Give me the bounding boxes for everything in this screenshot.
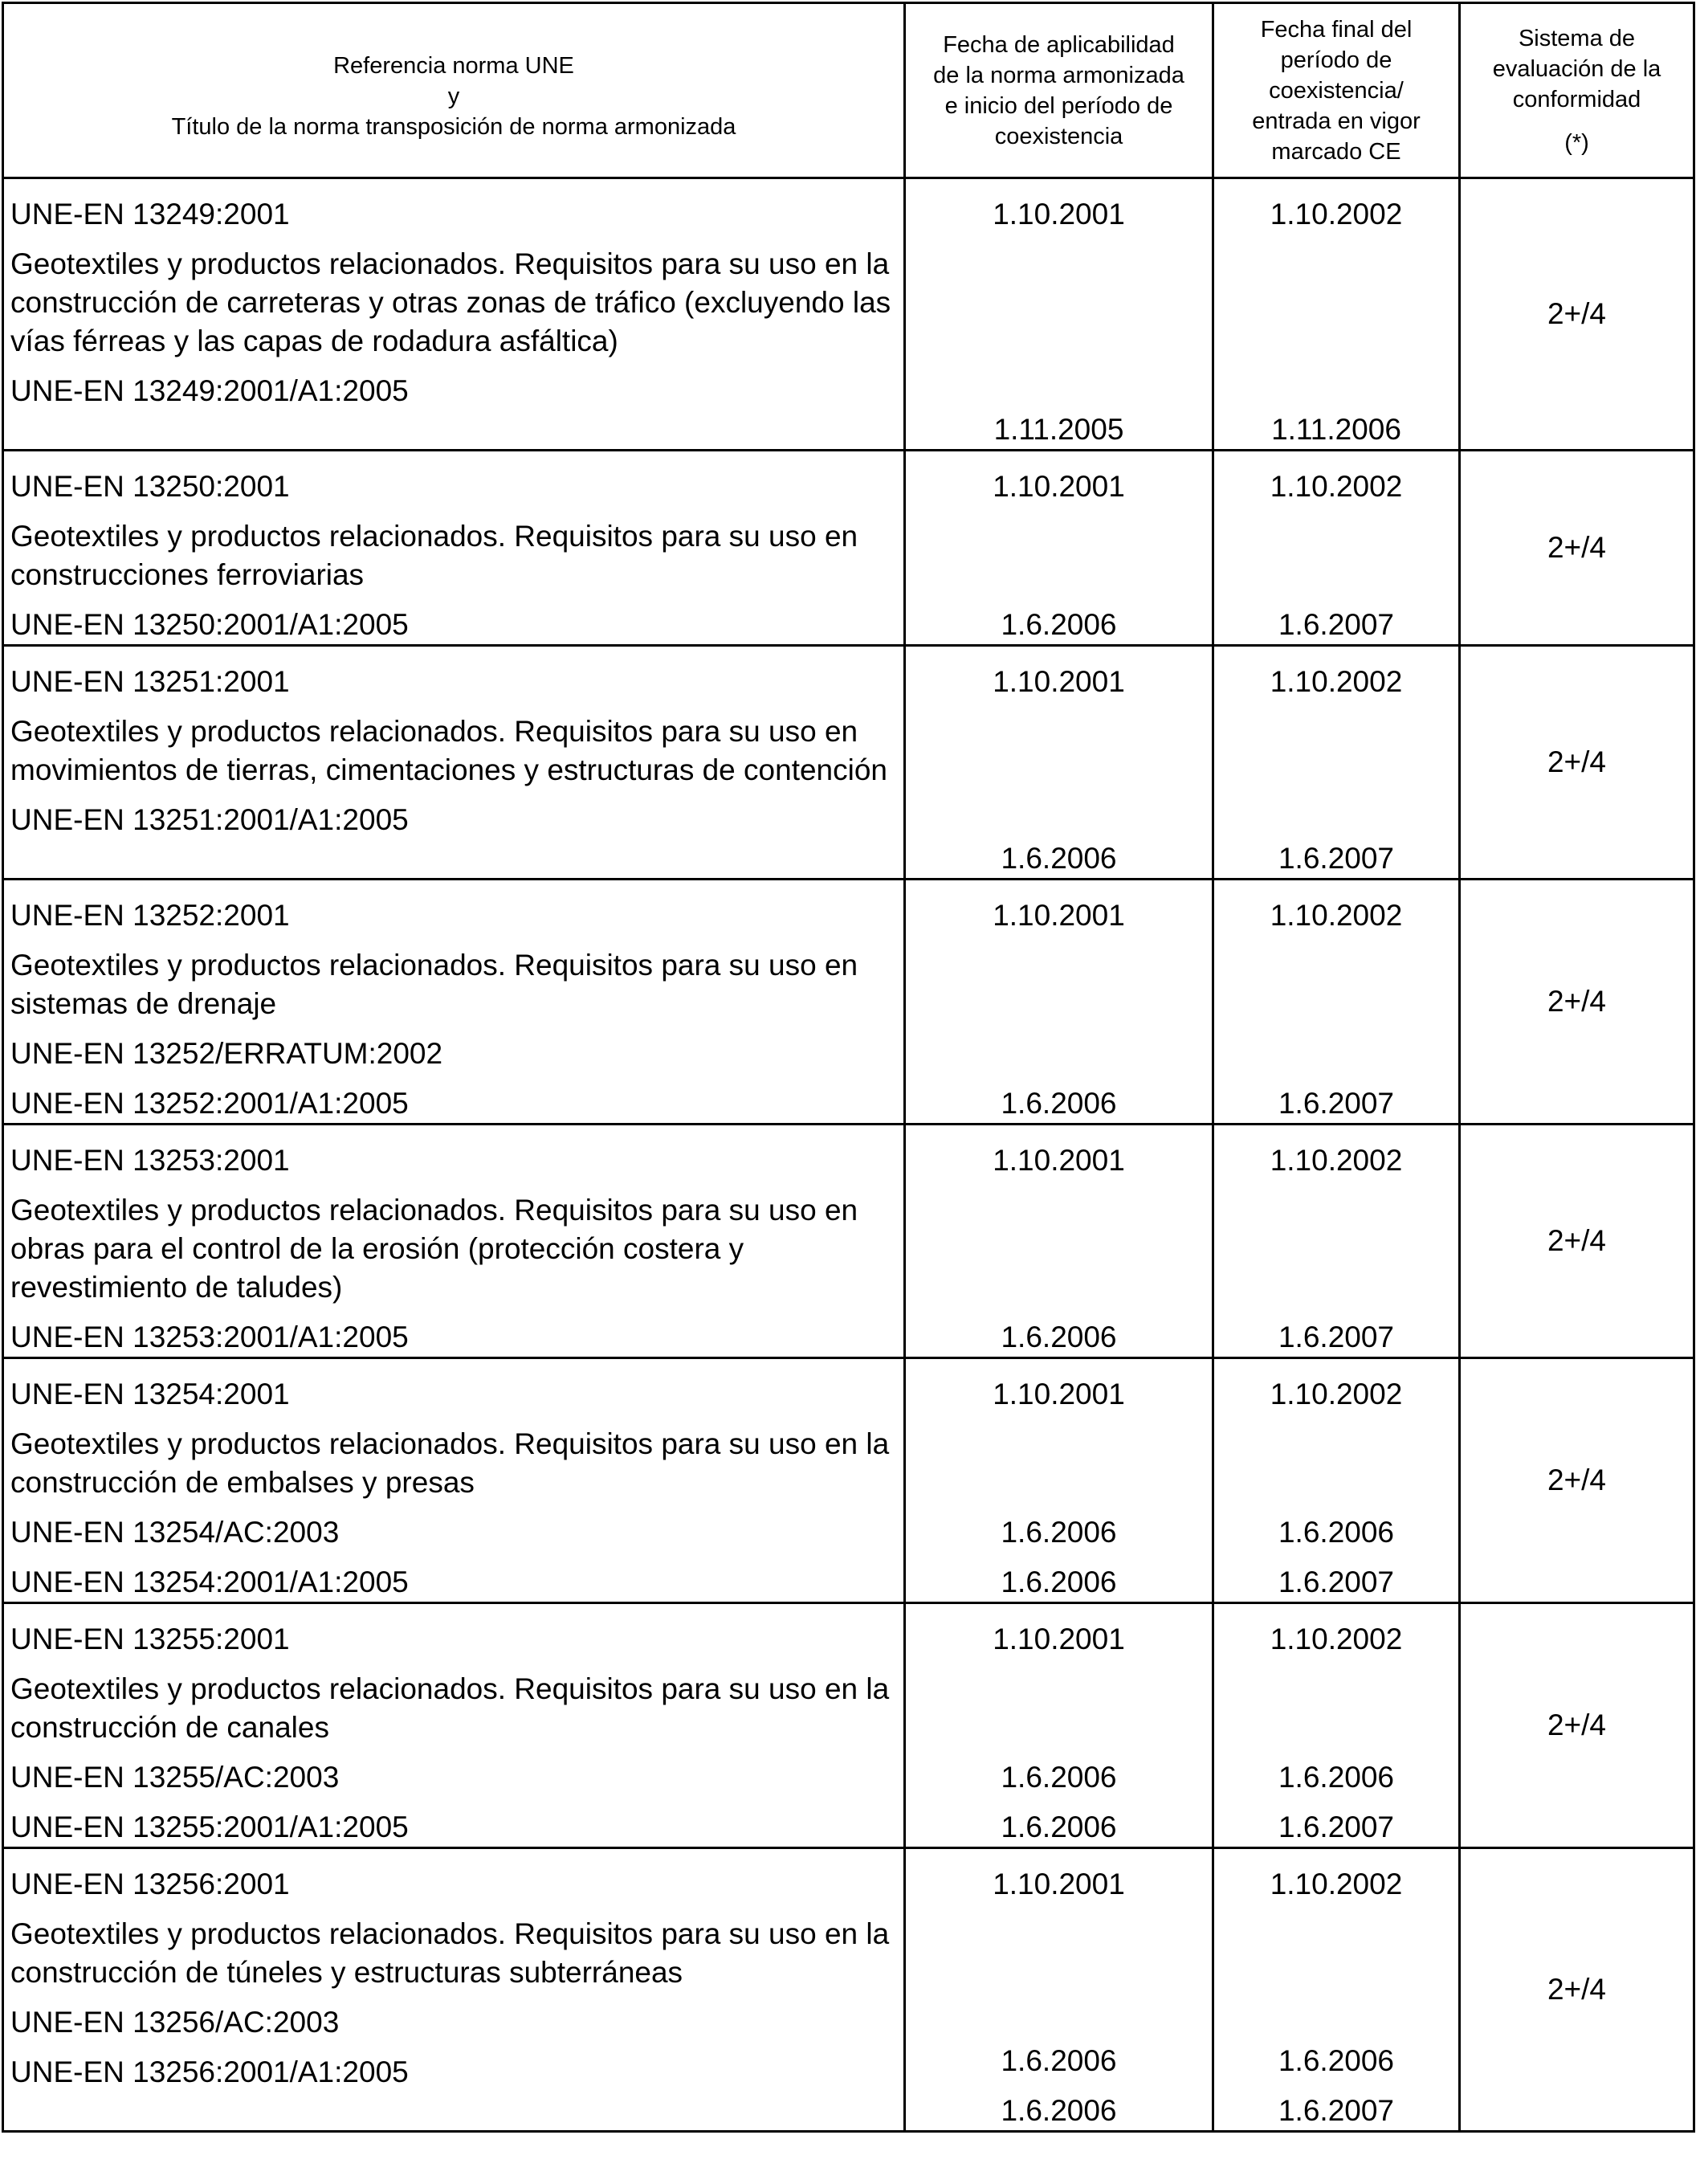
header-system-line: evaluación de la — [1492, 55, 1661, 82]
reference-cell — [3, 178, 905, 451]
amendment-reference: UNE-EN 13254:2001/A1:2005 — [10, 1566, 409, 1598]
standard-reference: UNE-EN 13256:2001 — [10, 1868, 290, 1900]
standards-table — [2, 2, 1695, 2133]
standard-title: Geotextiles y productos relacionados. Requisitos para su uso en sistemas de drenaje — [10, 949, 858, 1020]
header-end-date-line: coexistencia/ — [1269, 77, 1404, 104]
header-end-date-line: marcado CE — [1271, 138, 1401, 165]
amendment-end-date: 1.6.2006 — [1278, 1761, 1395, 1794]
amendment-end-date: 1.6.2007 — [1278, 2094, 1395, 2127]
applicability-date-cell — [905, 646, 1213, 880]
end-date: 1.10.2002 — [1270, 1868, 1403, 1900]
reference-cell — [3, 1358, 905, 1603]
standard-reference: UNE-EN 13251:2001 — [10, 665, 290, 698]
applicability-date-cell — [905, 880, 1213, 1125]
end-date-cell — [1213, 451, 1460, 646]
end-date: 1.10.2002 — [1270, 665, 1403, 698]
header-end-date-line: entrada en vigor — [1252, 108, 1421, 134]
amendment-end-date: 1.6.2007 — [1278, 1321, 1395, 1353]
applicability-date: 1.10.2001 — [993, 1378, 1125, 1410]
applicability-date: 1.10.2001 — [993, 1144, 1125, 1177]
amendment-reference: UNE-EN 13254/AC:2003 — [10, 1516, 340, 1549]
end-date-cell — [1213, 646, 1460, 880]
applicability-date: 1.10.2001 — [993, 198, 1125, 231]
amendment-applicability-date: 1.6.2006 — [1001, 1566, 1117, 1598]
conformity-system: 2+/4 — [1460, 880, 1694, 1125]
conformity-system: 2+/4 — [1460, 1358, 1694, 1603]
amendment-reference: UNE-EN 13250:2001/A1:2005 — [10, 608, 409, 641]
amendment-applicability-date: 1.11.2005 — [993, 413, 1124, 446]
table-row — [3, 1848, 1694, 2132]
header-applicability — [905, 3, 1213, 178]
end-date: 1.10.2002 — [1270, 1623, 1403, 1655]
standard-reference: UNE-EN 13250:2001 — [10, 470, 290, 503]
standard-title: Geotextiles y productos relacionados. Requisitos para su uso en la construcción de canales — [10, 1672, 890, 1744]
header-applicability-line: e inicio del período de — [944, 92, 1173, 119]
table-row — [3, 880, 1694, 1125]
applicability-date: 1.10.2001 — [993, 1868, 1125, 1900]
amendment-reference: UNE-EN 13255:2001/A1:2005 — [10, 1810, 409, 1843]
applicability-date-cell — [905, 1125, 1213, 1358]
conformity-system: 2+/4 — [1460, 646, 1694, 880]
header-applicability-line: coexistencia — [994, 123, 1123, 149]
standard-title: Geotextiles y productos relacionados. Requisitos para su uso en la construcción de túneles y estructuras subterráneas — [10, 1917, 890, 1989]
amendment-end-date: 1.6.2007 — [1278, 842, 1395, 875]
amendment-applicability-date: 1.6.2006 — [1001, 1321, 1117, 1353]
applicability-date-cell — [905, 178, 1213, 451]
header-applicability-line: de la norma armonizada — [933, 62, 1184, 88]
header-applicability-line: Fecha de aplicabilidad — [943, 31, 1175, 58]
amendment-end-date: 1.6.2006 — [1278, 2044, 1395, 2077]
header-system — [1460, 3, 1694, 178]
standard-reference: UNE-EN 13249:2001 — [10, 198, 290, 231]
standard-reference: UNE-EN 13254:2001 — [10, 1378, 290, 1410]
standard-title: Geotextiles y productos relacionados. Requisitos para su uso en construcciones ferroviarias — [10, 520, 858, 591]
end-date-cell — [1213, 178, 1460, 451]
conformity-system: 2+/4 — [1460, 1603, 1694, 1848]
conformity-system: 2+/4 — [1460, 1848, 1694, 2132]
reference-cell — [3, 1125, 905, 1358]
end-date: 1.10.2002 — [1270, 1378, 1403, 1410]
header-row — [3, 3, 1694, 178]
header-system-line: conformidad — [1512, 86, 1641, 112]
standard-title: Geotextiles y productos relacionados. Requisitos para su uso en movimientos de tierras, cimentaciones y estructuras de contención — [10, 715, 888, 786]
header-system-line: Sistema de — [1518, 25, 1636, 51]
end-date: 1.10.2002 — [1270, 470, 1403, 503]
conformity-system: 2+/4 — [1460, 451, 1694, 646]
amendment-end-date: 1.11.2006 — [1271, 413, 1401, 446]
amendment-reference: UNE-EN 13249:2001/A1:2005 — [10, 374, 409, 407]
applicability-date-cell — [905, 1603, 1213, 1848]
amendment-applicability-date — [906, 1035, 1212, 1073]
amendment-reference: UNE-EN 13255/AC:2003 — [10, 1761, 340, 1794]
standard-reference: UNE-EN 13255:2001 — [10, 1623, 290, 1655]
standard-title: Geotextiles y productos relacionados. Requisitos para su uso en la construcción de embalses y presas — [10, 1427, 890, 1499]
amendment-reference: UNE-EN 13252/ERRATUM:2002 — [10, 1037, 443, 1070]
applicability-date: 1.10.2001 — [993, 665, 1125, 698]
header-end-date — [1213, 3, 1460, 178]
header-system-note: (*) — [1564, 129, 1589, 156]
reference-cell — [3, 880, 905, 1125]
amendment-end-date: 1.6.2006 — [1278, 1516, 1395, 1549]
table-row — [3, 646, 1694, 880]
conformity-system: 2+/4 — [1460, 178, 1694, 451]
standard-title: Geotextiles y productos relacionados. Requisitos para su uso en obras para el control de la erosión (protección costera y revestimiento de taludes) — [10, 1194, 858, 1304]
standard-reference: UNE-EN 13252:2001 — [10, 899, 290, 932]
amendment-applicability-date: 1.6.2006 — [1001, 842, 1117, 875]
table-body — [3, 3, 1694, 2132]
amendment-applicability-date: 1.6.2006 — [1001, 1810, 1117, 1843]
header-reference-line: Título de la norma transposición de norma armonizada — [171, 113, 736, 140]
amendment-end-date: 1.6.2007 — [1278, 1566, 1395, 1598]
end-date: 1.10.2002 — [1270, 899, 1403, 932]
end-date-cell — [1213, 1848, 1460, 2132]
header-reference-line: Referencia norma UNE — [333, 52, 574, 79]
table-row — [3, 1358, 1694, 1603]
applicability-date: 1.10.2001 — [993, 1623, 1125, 1655]
applicability-date-cell — [905, 1848, 1213, 2132]
end-date: 1.10.2002 — [1270, 1144, 1403, 1177]
header-reference-line: y — [447, 83, 460, 109]
reference-cell — [3, 646, 905, 880]
header-reference — [3, 3, 905, 178]
end-date-cell — [1213, 1358, 1460, 1603]
reference-cell — [3, 451, 905, 646]
amendment-applicability-date: 1.6.2006 — [1001, 1761, 1117, 1794]
amendment-applicability-date: 1.6.2006 — [1001, 2044, 1117, 2077]
amendment-reference: UNE-EN 13253:2001/A1:2005 — [10, 1321, 409, 1353]
end-date-cell — [1213, 1125, 1460, 1358]
conformity-system: 2+/4 — [1460, 1125, 1694, 1358]
table-row — [3, 451, 1694, 646]
end-date-cell — [1213, 1603, 1460, 1848]
end-date: 1.10.2002 — [1270, 198, 1403, 231]
amendment-reference: UNE-EN 13256/AC:2003 — [10, 2006, 340, 2039]
reference-cell — [3, 1603, 905, 1848]
applicability-date-cell — [905, 451, 1213, 646]
amendment-end-date: 1.6.2007 — [1278, 608, 1395, 641]
amendment-reference: UNE-EN 13251:2001/A1:2005 — [10, 803, 409, 836]
table-row — [3, 1125, 1694, 1358]
table-row — [3, 1603, 1694, 1848]
amendment-applicability-date: 1.6.2006 — [1001, 1087, 1117, 1120]
amendment-end-date — [1214, 1035, 1458, 1073]
applicability-date: 1.10.2001 — [993, 470, 1125, 503]
amendment-reference: UNE-EN 13252:2001/A1:2005 — [10, 1087, 409, 1120]
table-row — [3, 178, 1694, 451]
header-end-date-line: período de — [1280, 47, 1392, 73]
reference-cell — [3, 1848, 905, 2132]
amendment-applicability-date: 1.6.2006 — [1001, 1516, 1117, 1549]
amendment-end-date: 1.6.2007 — [1278, 1810, 1395, 1843]
applicability-date: 1.10.2001 — [993, 899, 1125, 932]
amendment-applicability-date: 1.6.2006 — [1001, 2094, 1117, 2127]
amendment-end-date: 1.6.2007 — [1278, 1087, 1395, 1120]
amendment-reference: UNE-EN 13256:2001/A1:2005 — [10, 2055, 409, 2088]
end-date-cell — [1213, 880, 1460, 1125]
standard-reference: UNE-EN 13253:2001 — [10, 1144, 290, 1177]
amendment-applicability-date: 1.6.2006 — [1001, 608, 1117, 641]
header-end-date-line: Fecha final del — [1260, 16, 1413, 43]
standard-title: Geotextiles y productos relacionados. Requisitos para su uso en la construcción de carreteras y otras zonas de tráfico (excluyendo las vías férreas y las capas de rodadura asfáltica) — [10, 247, 891, 357]
applicability-date-cell — [905, 1358, 1213, 1603]
